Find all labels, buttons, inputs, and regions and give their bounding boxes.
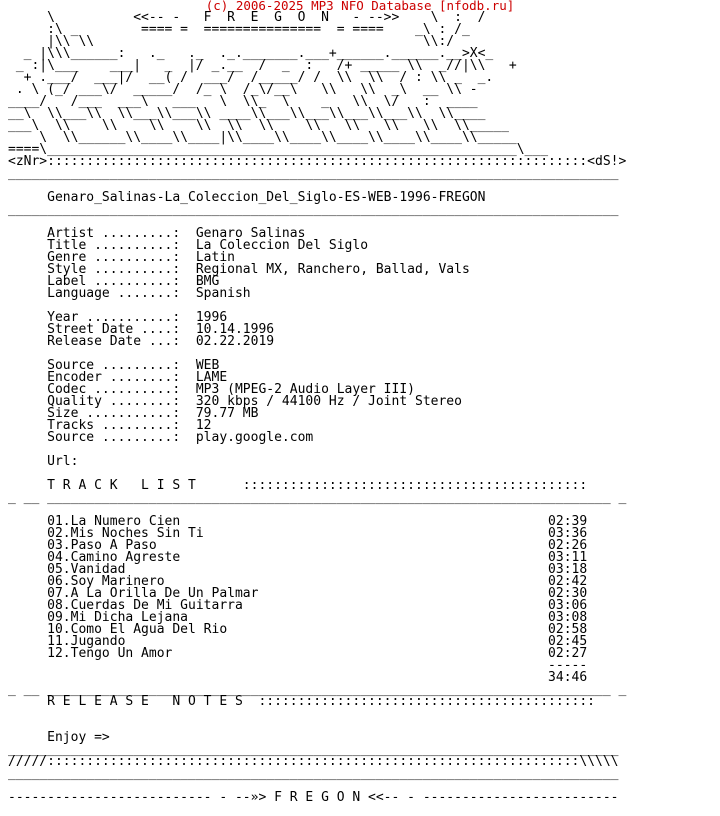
nfo-line: Enjoy => — [8, 730, 110, 745]
nfo-line: ______________________________________________________________________________ — [8, 166, 619, 181]
nfo-line: -------------------------- - --»> F R E G O N <<-- - ------------------------- — [8, 790, 619, 805]
nfo-line — [8, 444, 626, 456]
nfo-line: . \ (_/ ___\/ _____/ /_ \ /_\/__\ \\ \\ _\ __ \\ - — [8, 82, 478, 97]
nfo-line: _ __ ________________________________________________________________________ _ — [8, 490, 627, 505]
nfo-line: Encoder ........: LAME — [8, 370, 228, 385]
nfo-line: Genre ..........: Latin — [8, 250, 235, 265]
nfo-line: Size ...........: 79.77 MB — [8, 406, 259, 421]
nfo-line: 34:46 — [8, 670, 588, 685]
nfo-line: /////::::::::::::::::::::::::::::::::::::::::::::::::::::::::::::::::::::\\\\\ — [8, 754, 619, 769]
nfo-line: 04.Camino Agreste 03:11 — [8, 550, 588, 565]
nfo-line: Release Date ...: 02.22.2019 — [8, 334, 275, 349]
nfo-line: ====\____________________________________________________________\___ — [8, 142, 549, 157]
nfo-line: <zNr>:::::::::::::::::::::::::::::::::::::::::::::::::::::::::::::::::::::<dS!> — [8, 154, 627, 169]
nfo-line: T R A C K L I S T :::::::::::::::::::::::::::::::::::::::::::: — [8, 478, 588, 493]
nfo-line: 05.Vanidad 03:18 — [8, 562, 588, 577]
nfo-line: Source .........: WEB — [8, 358, 220, 373]
nfo-line: Language .......: Spanish — [8, 286, 251, 301]
nfo-line: ----- — [8, 658, 588, 673]
nfo-line: 03.Paso A Paso 02:26 — [8, 538, 588, 553]
nfo-text — [8, 12, 626, 804]
nfo-line: 07.A La Orilla De Un Palmar 02:30 — [8, 586, 588, 601]
nfo-line: 12.Tengo Un Amor 02:27 — [8, 646, 588, 661]
nfo-line: Source .........: play.google.com — [8, 430, 314, 445]
nfo-line: ___\ \\ \\ \\ \\ \\ \\ \\ \\ \\ \\ \\_____ — [8, 118, 509, 133]
nfo-line: Artist .........: Genaro Salinas — [8, 226, 306, 241]
nfo-line — [8, 708, 626, 720]
nfo-line: \ \\______\\____\\____|\\____\\____\\____\\____\\____\\_____ — [8, 130, 517, 145]
nfo-line: ______________________________________________________________________________ — [8, 742, 619, 757]
nfo-line: ______________________________________________________________________________ — [8, 766, 619, 781]
nfo-line: _ |\\\______: ._ ._ ._._______.___+______.______.__>X<_ — [8, 46, 494, 61]
nfo-line: Year ...........: 1996 — [8, 310, 228, 325]
nfo-line: 06.Soy Marinero 02:42 — [8, 574, 588, 589]
nfo-line: Style ..........: Regional MX, Ranchero, Ballad, Vals — [8, 262, 470, 277]
nfo-line: 10.Como El Agua Del Rio 02:58 — [8, 622, 588, 637]
nfo-line: ______________________________________________________________________________ — [8, 202, 619, 217]
nfo-line: R E L E A S E N O T E S ::::::::::::::::::::::::::::::::::::::::::: — [8, 694, 595, 709]
nfo-line: Quality ........: 320 kbps / 44100 Hz / Joint Stereo — [8, 394, 462, 409]
nfo-line: Url: — [8, 454, 79, 469]
nfo-line: 11.Jugando 02:45 — [8, 634, 588, 649]
nfo-line: + .___/ ___|/ __( / ___/ /_____/ / \\ \\ / : \\ _ _. — [8, 70, 494, 85]
nfo-line: Title ..........: La Coleccion Del Siglo — [8, 238, 369, 253]
nfo-line: 01.La Numero Cien 02:39 — [8, 514, 588, 529]
nfo-line: Tracks .........: 12 — [8, 418, 212, 433]
nfo-line: |\\ \\ \\:/ — [8, 34, 455, 49]
nfo-line: :\ _ ==== = =============== = ==== _\ : /_ — [8, 22, 470, 37]
nfo-line: \ <<-- - F R E G O N - -->> \ : / — [8, 10, 486, 25]
nfo-line: Genaro_Salinas-La_Coleccion_Del_Siglo-ES-WEB-1996-FREGON — [8, 190, 486, 205]
nfo-line: _ __ ________________________________________________________________________ _ — [8, 682, 627, 697]
nfo-line: __\ \\___\\ \\___\\___\\ ____\\___\\___\\___\\___\\ \\____ — [8, 106, 486, 121]
nfo-line: ____/ /___ ___\ ___ \ \\_ \ _ \\ \/ : ____ — [8, 94, 478, 109]
nfodb-credit-link[interactable]: (c) 2006-2025 MP3 NFO Database [nfodb.ru] — [205, 0, 515, 13]
nfo-line: Street Date ....: 10.14.1996 — [8, 322, 275, 337]
nfo-line: Label ..........: BMG — [8, 274, 220, 289]
nfo-line: 09.Mi Dicha Lejana 03:08 — [8, 610, 588, 625]
nfo-line: 08.Cuerdas De Mi Guitarra 03:06 — [8, 598, 588, 613]
nfo-line: _ :|\___ ___| _ |/ _.__ / _ : /+ _____ \\ _//|\\ + — [8, 58, 517, 73]
nfo-line: Codec ..........: MP3 (MPEG-2 Audio Layer III) — [8, 382, 415, 397]
nfo-line: 02.Mis Noches Sin Ti 03:36 — [8, 526, 588, 541]
